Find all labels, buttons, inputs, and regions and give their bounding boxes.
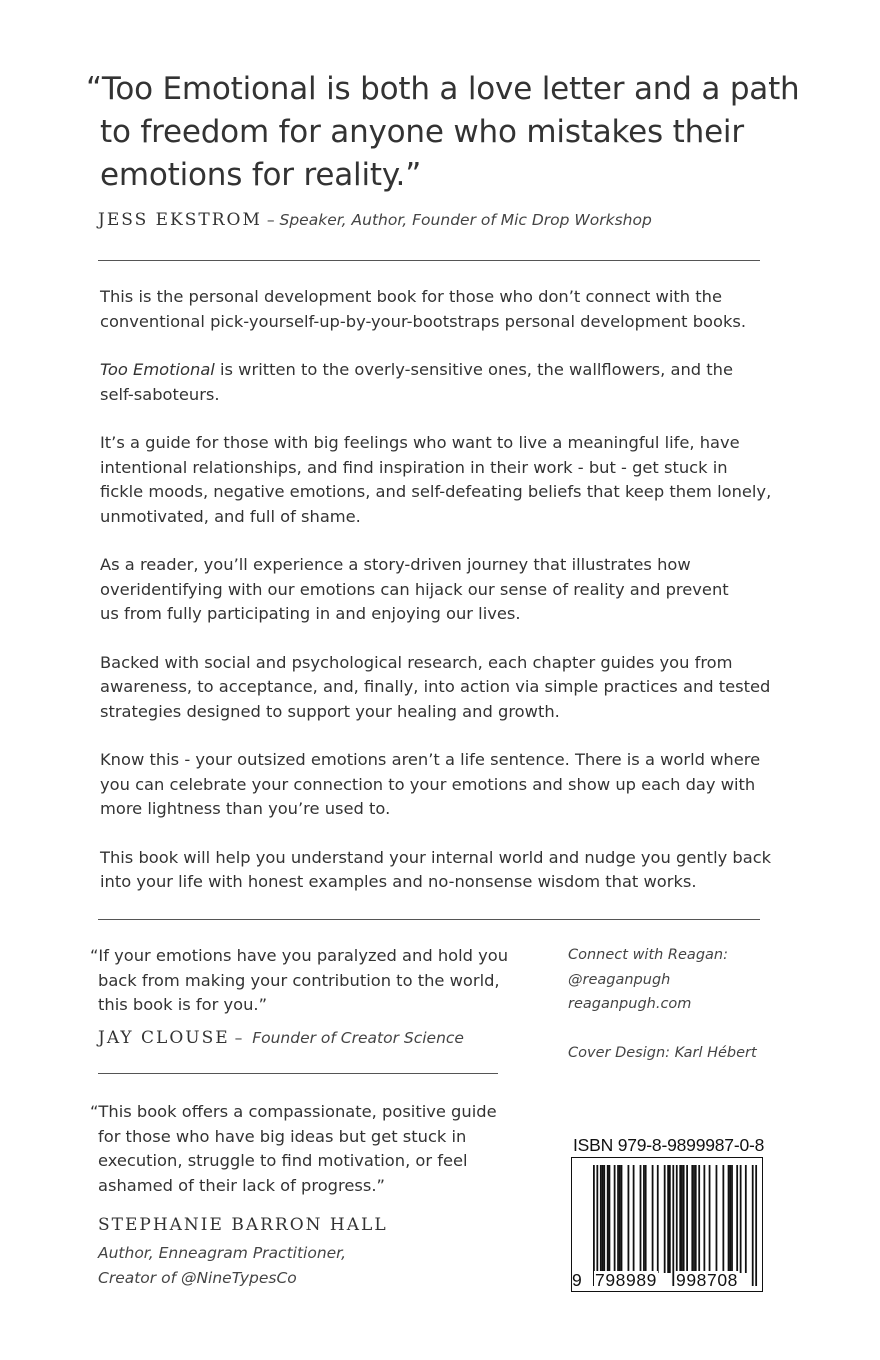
endorsement-attribution [98, 1028, 464, 1048]
barcode-bar [722, 1165, 724, 1273]
barcode-bar [617, 1165, 619, 1273]
attribution-name: STEPHANIE BARRON HALL [98, 1215, 388, 1235]
barcode-bar [752, 1165, 754, 1286]
description-paragraph: It’s a guide for those with big feelings who want to live a meaningful life, have intentional relationships, and find inspiration in their work - but - get stuck in fickle moods, negative emotions, and self-defeating beliefs that keep them lonely, unmotivated, and full of shame. [100, 433, 772, 526]
attribution-name: JAY CLOUSE [98, 1028, 230, 1048]
barcode-bar [657, 1165, 659, 1273]
barcode-bar [728, 1165, 730, 1273]
quote-line: emotions for reality.” [100, 157, 422, 193]
barcode-digits-left: 798989 [595, 1270, 657, 1290]
quote-line: to freedom for anyone who mistakes their [100, 114, 744, 150]
barcode-bar [729, 1165, 731, 1273]
author-contact [568, 943, 788, 1065]
cover-design-credit: Cover Design: Karl Hébert [568, 1044, 757, 1061]
website: reaganpugh.com [568, 996, 692, 1012]
book-description [100, 285, 780, 919]
connect-label: Connect with Reagan: [568, 947, 728, 963]
barcode-bar [643, 1165, 645, 1273]
barcode-bar [593, 1165, 595, 1286]
attribution-dash: – [234, 1029, 243, 1047]
barcode-bar [633, 1165, 635, 1273]
barcode-bar [652, 1165, 654, 1273]
barcode-bar [619, 1165, 621, 1273]
book-title: Too Emotional [100, 360, 215, 379]
barcode-bar [667, 1165, 669, 1273]
featured-quote-attribution [98, 210, 652, 230]
barcode-bar [676, 1165, 678, 1286]
barcode-bar [693, 1165, 695, 1273]
barcode-bar [596, 1165, 598, 1286]
barcode-bar [602, 1165, 604, 1273]
barcode-bar [716, 1165, 718, 1273]
barcode-bar [698, 1165, 700, 1273]
divider [98, 260, 760, 261]
barcode-bar [609, 1165, 611, 1273]
description-paragraph: Know this - your outsized emotions aren’t a life sentence. There is a world where you can celebrate your connection to your emotions and show up each day with more lightness than you’re used to. [100, 750, 761, 818]
description-paragraph: Backed with social and psychological research, each chapter guides you from awareness, to acceptance, and, finally, into action via simple practices and tested strategies designed to support your healing and growth. [100, 652, 771, 721]
barcode-bar [672, 1165, 674, 1286]
barcode-bar [600, 1165, 602, 1273]
attribution-role: Speaker, Author, Founder of Mic Drop Workshop [279, 211, 652, 229]
attribution-name: JESS EKSTROM [98, 210, 262, 230]
barcode-bar [664, 1165, 666, 1273]
barcode-bar [603, 1165, 605, 1273]
endorsement-quote: “If your emotions have you paralyzed and hold you back from making your contribution to the world, this book is for you.” [90, 946, 509, 1014]
attribution-role: Author, Enneagram Practitioner, Creator of @NineTypesCo [98, 1244, 347, 1287]
barcode-bar [731, 1165, 733, 1273]
quote-line: “Too Emotional is both a love letter and a path [86, 71, 800, 107]
divider [98, 1073, 498, 1074]
barcode-bar [621, 1165, 623, 1273]
description-paragraph: Too Emotional is written to the overly-sensitive ones, the wallflowers, and the self-saboteurs. [100, 360, 733, 404]
barcode-bar [736, 1165, 738, 1273]
barcode-bar [645, 1165, 647, 1273]
isbn-label: ISBN 979-8-9899987-0-8 [573, 1135, 765, 1155]
barcode-bar [686, 1165, 688, 1273]
description-paragraph: As a reader, you’ll experience a story-driven journey that illustrates how overidentifying with our emotions can hijack our sense of reality and prevent us from fully participating in and enjoying our lives. [100, 555, 729, 623]
barcode-bar [683, 1165, 685, 1273]
barcode-bar [614, 1165, 616, 1273]
endorsement-quote: “This book offers a compassionate, positive guide for those who have big ideas but get stuck in execution, struggle to find motivation, or feel ashamed of their lack of progress.” [90, 1102, 497, 1195]
barcode-bar [607, 1165, 609, 1273]
barcode-bar [755, 1165, 757, 1286]
barcode-bar [691, 1165, 693, 1273]
social-handle: @reaganpugh [568, 971, 671, 988]
barcode-digit: 9 [572, 1270, 582, 1290]
barcode-bar [709, 1165, 711, 1273]
barcode-bar [628, 1165, 630, 1273]
attribution-dash: – [266, 211, 275, 229]
description-paragraph: This is the personal development book for those who don’t connect with the conventional pick-yourself-up-by-your-bootstraps personal development books. [100, 287, 747, 331]
barcode-bar [695, 1165, 697, 1273]
barcode-bar [679, 1165, 681, 1273]
featured-quote [86, 68, 800, 197]
barcode-bar [681, 1165, 683, 1273]
barcode-bar [745, 1165, 747, 1273]
barcode-bar [740, 1165, 742, 1273]
barcode-bar [703, 1165, 705, 1273]
description-paragraph: This book will help you understand your internal world and nudge you gently back into your life with honest examples and no-nonsense wisdom that works. [100, 847, 772, 891]
barcode-bar [640, 1165, 642, 1273]
barcode-bar [669, 1165, 671, 1273]
divider [98, 919, 760, 920]
attribution-role: Founder of Creator Science [252, 1029, 464, 1047]
barcode-digits-right: 998708 [676, 1270, 738, 1290]
